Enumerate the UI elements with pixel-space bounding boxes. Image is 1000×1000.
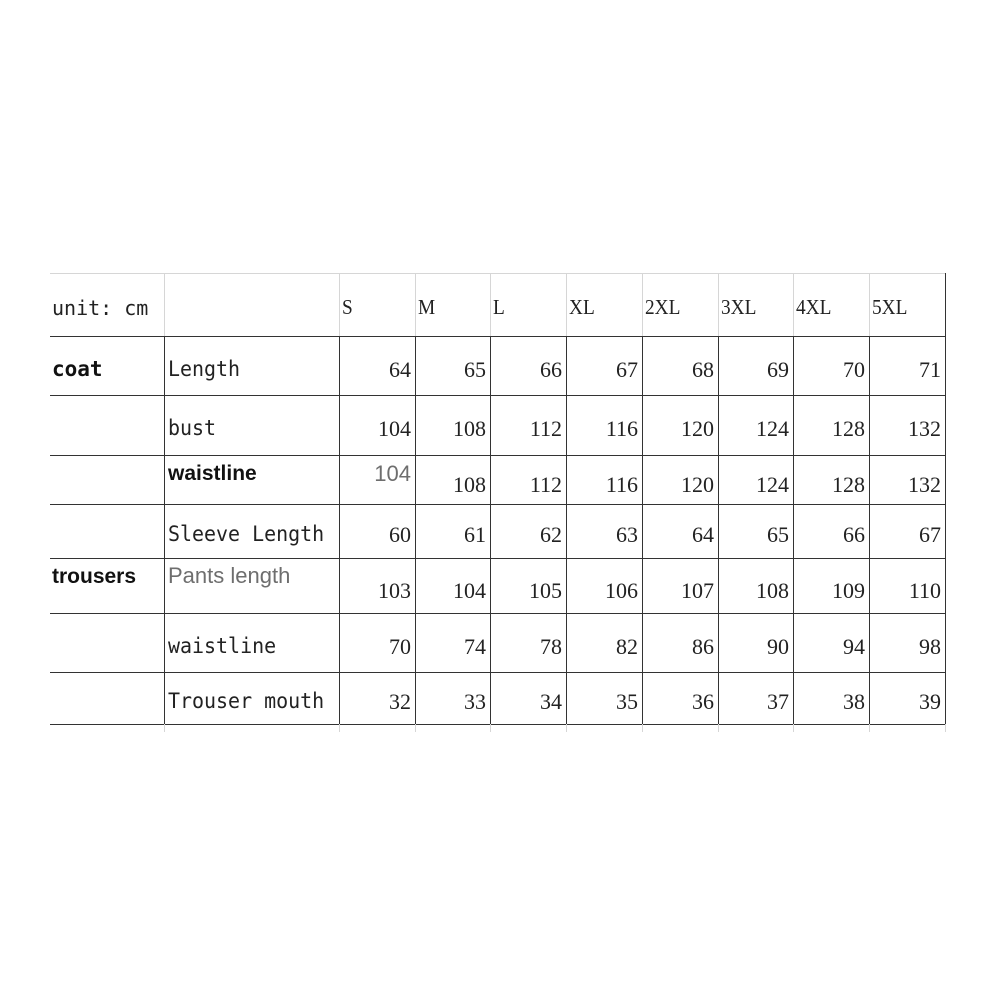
grid-line-vertical bbox=[339, 336, 340, 724]
value-cell: 128 bbox=[832, 472, 865, 497]
value-cell: 32 bbox=[389, 689, 411, 714]
value-cell: 110 bbox=[908, 578, 941, 603]
value-cell: 82 bbox=[616, 634, 638, 659]
grid-line-vertical bbox=[566, 336, 567, 724]
grid-line-vertical-header bbox=[164, 273, 165, 336]
size-header-5xl: 5XL bbox=[872, 295, 908, 319]
value-cell: 116 bbox=[605, 416, 638, 441]
value-cell: 36 bbox=[692, 689, 714, 714]
value-cell: 67 bbox=[919, 522, 941, 547]
grid-line-vertical-header bbox=[718, 273, 719, 336]
grid-line-stub bbox=[718, 724, 719, 732]
value-cell: 112 bbox=[529, 472, 562, 497]
grid-line-vertical bbox=[642, 336, 643, 724]
grid-line-horizontal bbox=[50, 613, 945, 614]
value-cell: 70 bbox=[389, 634, 411, 659]
value-cell: 61 bbox=[464, 522, 486, 547]
grid-line-vertical-header bbox=[415, 273, 416, 336]
value-cell: 64 bbox=[692, 522, 714, 547]
measurement-label: waistline bbox=[168, 462, 257, 485]
value-cell: 71 bbox=[919, 357, 941, 382]
size-header-2xl: 2XL bbox=[645, 295, 681, 319]
value-cell: 104 bbox=[378, 416, 411, 441]
measurement-label: Trouser mouth bbox=[168, 689, 325, 713]
grid-line-vertical-header bbox=[490, 273, 491, 336]
grid-line-stub bbox=[415, 724, 416, 732]
value-cell: 120 bbox=[681, 472, 714, 497]
value-cell: 65 bbox=[464, 357, 486, 382]
measurement-label: waistline bbox=[168, 634, 277, 658]
grid-line-horizontal bbox=[50, 724, 945, 725]
grid-line-stub bbox=[869, 724, 870, 732]
value-cell: 66 bbox=[540, 357, 562, 382]
value-cell: 116 bbox=[605, 472, 638, 497]
value-cell: 67 bbox=[616, 357, 638, 382]
grid-line-horizontal bbox=[50, 672, 945, 673]
value-cell: 105 bbox=[529, 578, 562, 603]
value-cell: 103 bbox=[378, 578, 411, 603]
grid-line-vertical bbox=[164, 336, 165, 724]
value-cell: 38 bbox=[843, 689, 865, 714]
grid-line-stub bbox=[793, 724, 794, 732]
grid-line-right-edge bbox=[945, 273, 946, 336]
grid-line-stub bbox=[566, 724, 567, 732]
value-cell: 62 bbox=[540, 522, 562, 547]
value-cell: 120 bbox=[681, 416, 714, 441]
value-cell: 35 bbox=[616, 689, 638, 714]
value-cell: 37 bbox=[767, 689, 789, 714]
size-header-l: L bbox=[493, 295, 505, 319]
value-cell: 90 bbox=[767, 634, 789, 659]
grid-line-vertical-header bbox=[793, 273, 794, 336]
size-chart-table bbox=[50, 273, 946, 733]
size-header-xl: XL bbox=[569, 295, 595, 319]
measurement-label: Pants length bbox=[168, 563, 291, 588]
value-cell: 106 bbox=[605, 578, 638, 603]
grid-line-stub bbox=[642, 724, 643, 732]
grid-line-top bbox=[50, 273, 945, 274]
value-cell: 70 bbox=[843, 357, 865, 382]
value-cell: 74 bbox=[464, 634, 486, 659]
value-cell: 109 bbox=[832, 578, 865, 603]
value-cell: 108 bbox=[756, 578, 789, 603]
grid-line-horizontal bbox=[50, 455, 945, 456]
measurement-label: Length bbox=[168, 357, 241, 381]
value-cell: 33 bbox=[464, 689, 486, 714]
value-cell: 64 bbox=[389, 357, 411, 382]
grid-line-vertical-header bbox=[642, 273, 643, 336]
value-cell: 107 bbox=[681, 578, 714, 603]
value-cell: 65 bbox=[767, 522, 789, 547]
value-cell: 94 bbox=[843, 634, 865, 659]
grid-line-vertical-header bbox=[566, 273, 567, 336]
grid-line-vertical-header bbox=[339, 273, 340, 336]
value-cell: 86 bbox=[692, 634, 714, 659]
grid-line-stub bbox=[164, 724, 165, 732]
grid-line-vertical bbox=[869, 336, 870, 724]
grid-line-vertical bbox=[490, 336, 491, 724]
value-cell: 124 bbox=[756, 416, 789, 441]
grid-line-vertical bbox=[945, 336, 946, 724]
grid-line-stub bbox=[339, 724, 340, 732]
size-header-m: M bbox=[418, 295, 436, 319]
size-header-s: S bbox=[342, 295, 353, 319]
value-cell: 124 bbox=[756, 472, 789, 497]
value-cell: 104 bbox=[374, 461, 411, 486]
value-cell: 98 bbox=[919, 634, 941, 659]
grid-line-horizontal bbox=[50, 336, 945, 337]
grid-line-vertical-header bbox=[869, 273, 870, 336]
measurement-label: Sleeve Length bbox=[168, 522, 325, 546]
value-cell: 112 bbox=[529, 416, 562, 441]
value-cell: 34 bbox=[540, 689, 562, 714]
value-cell: 60 bbox=[389, 522, 411, 547]
value-cell: 66 bbox=[843, 522, 865, 547]
grid-line-horizontal bbox=[50, 395, 945, 396]
size-header-4xl: 4XL bbox=[796, 295, 832, 319]
value-cell: 132 bbox=[908, 416, 941, 441]
value-cell: 68 bbox=[692, 357, 714, 382]
value-cell: 108 bbox=[453, 472, 486, 497]
grid-line-stub bbox=[490, 724, 491, 732]
grid-line-stub bbox=[945, 724, 946, 732]
value-cell: 108 bbox=[453, 416, 486, 441]
grid-line-horizontal bbox=[50, 558, 945, 559]
value-cell: 39 bbox=[919, 689, 941, 714]
value-cell: 69 bbox=[767, 357, 789, 382]
section-label-trousers: trousers bbox=[52, 565, 137, 588]
unit-label: unit: cm bbox=[52, 296, 149, 320]
measurement-label: bust bbox=[168, 416, 217, 440]
section-label-coat: coat bbox=[52, 357, 103, 381]
value-cell: 104 bbox=[453, 578, 486, 603]
size-header-3xl: 3XL bbox=[721, 295, 757, 319]
grid-line-horizontal bbox=[50, 504, 945, 505]
grid-line-vertical bbox=[793, 336, 794, 724]
value-cell: 132 bbox=[908, 472, 941, 497]
value-cell: 128 bbox=[832, 416, 865, 441]
value-cell: 78 bbox=[540, 634, 562, 659]
value-cell: 63 bbox=[616, 522, 638, 547]
